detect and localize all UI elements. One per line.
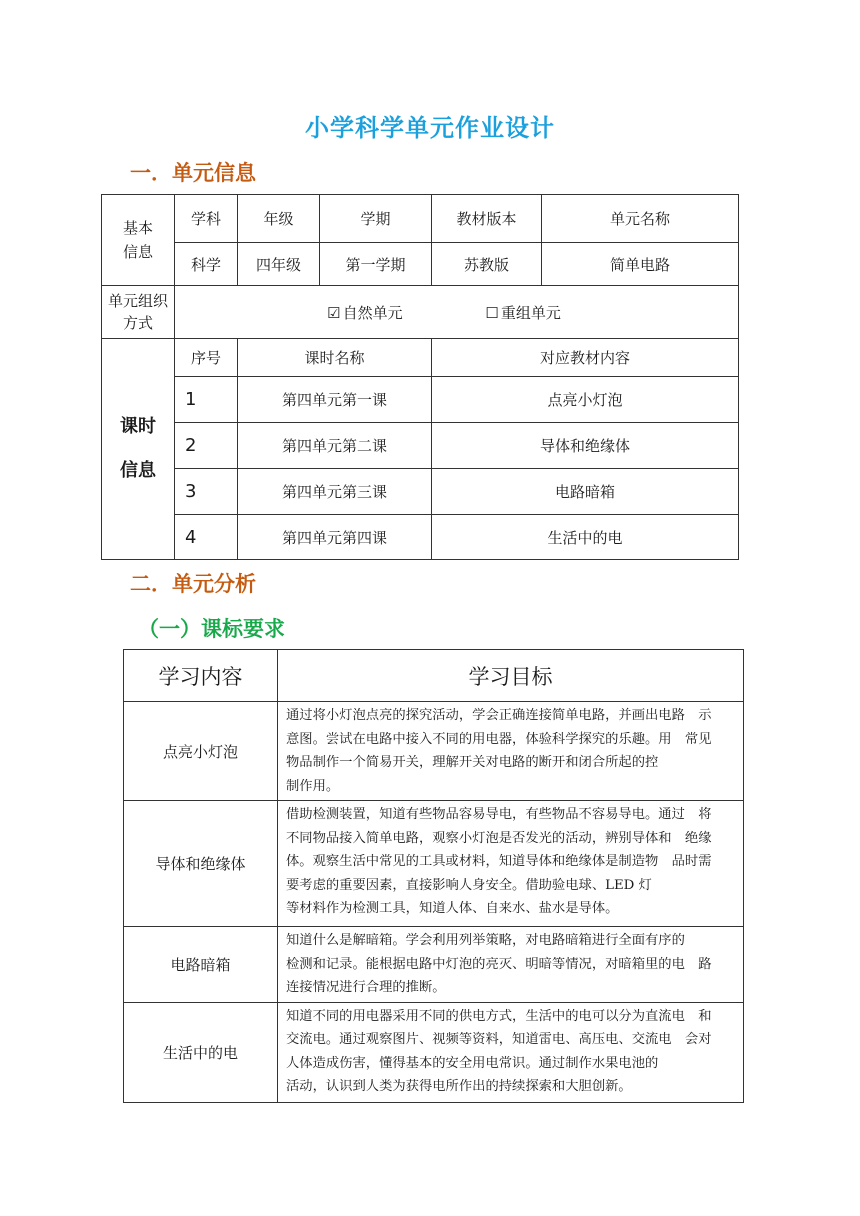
header-unit-name: 单元名称	[542, 195, 739, 243]
basic-info-label: 基本信息	[102, 195, 175, 286]
lesson-name: 第四单元第四课	[238, 515, 432, 560]
curriculum-standards-table	[123, 649, 744, 1103]
section-unit-info-heading: 一．单元信息	[130, 161, 256, 185]
value-subject: 科学	[175, 243, 238, 286]
value-semester: 第一学期	[320, 243, 432, 286]
row-goals: 知道什么是解暗箱。学会利用列举策略，对电路暗箱进行全面有序的 检测和记录。能根据电路中灯泡的亮灭、明暗等情况，对暗箱里的电 路 连接情况进行合理的推断。	[278, 927, 744, 1003]
header-learning-goals: 学习目标	[278, 650, 744, 702]
value-grade: 四年级	[238, 243, 320, 286]
row-goals: 借助检测装置，知道有些物品容易导电，有些物品不容易导电。通过 将 不同物品接入简单电路，观察小灯泡是否发光的活动，辨别导体和 绝缘 体。观察生活中常见的工具或材料，知道导体和绝缘体是制造物 品时需 要考虑的重要因素，直接影响人身安全。借助验电球、LED 灯 等材料作为检测工具，知道人体、自来水、盐水是导体。	[278, 801, 744, 927]
lesson-content: 电路暗箱	[432, 469, 739, 515]
org-label: 单元组织方式	[102, 286, 175, 339]
option-natural-unit[interactable]: ☑ 自然单元	[327, 303, 403, 322]
org-options	[175, 286, 739, 339]
value-unit-name: 简单电路	[542, 243, 739, 286]
lesson-no: 3	[175, 469, 238, 515]
lesson-content: 点亮小灯泡	[432, 377, 739, 423]
lesson-content: 导体和绝缘体	[432, 423, 739, 469]
row-content: 电路暗箱	[124, 927, 278, 1003]
row-goals: 通过将小灯泡点亮的探究活动，学会正确连接简单电路，并画出电路 示 意图。尝试在电路中接入不同的用电器，体验科学探究的乐趣。用 常见 物品制作一个简易开关，理解开关对电路的断开和闭合所起的控 制作用。	[278, 702, 744, 801]
checkbox-unchecked-icon[interactable]: ☐	[485, 303, 499, 322]
lesson-name: 第四单元第三课	[238, 469, 432, 515]
header-learning-content: 学习内容	[124, 650, 278, 702]
lesson-name: 第四单元第二课	[238, 423, 432, 469]
value-textbook: 苏教版	[432, 243, 542, 286]
unit-info-table	[101, 194, 739, 560]
header-textbook: 教材版本	[432, 195, 542, 243]
subsection-curriculum-standards-heading: （一）课标要求	[138, 617, 285, 641]
lesson-no: 2	[175, 423, 238, 469]
lesson-no: 4	[175, 515, 238, 560]
header-semester: 学期	[320, 195, 432, 243]
row-content: 导体和绝缘体	[124, 801, 278, 927]
header-grade: 年级	[238, 195, 320, 243]
row-content: 点亮小灯泡	[124, 702, 278, 801]
option-regroup-unit[interactable]: ☐ 重组单元	[485, 303, 561, 322]
header-subject: 学科	[175, 195, 238, 243]
lesson-header-name: 课时名称	[238, 339, 432, 377]
lesson-header-content: 对应教材内容	[432, 339, 739, 377]
lesson-name: 第四单元第一课	[238, 377, 432, 423]
lesson-no: 1	[175, 377, 238, 423]
section-unit-analysis-heading: 二．单元分析	[130, 572, 256, 596]
row-content: 生活中的电	[124, 1002, 278, 1102]
lesson-header-no: 序号	[175, 339, 238, 377]
row-goals: 知道不同的用电器采用不同的供电方式，生活中的电可以分为直流电 和 交流电。通过观察图片、视频等资料，知道雷电、高压电、交流电 会对 人体造成伤害，懂得基本的安全用电常识。通过制作水果电池的 活动，认识到人类为获得电所作出的持续探索和大胆创新。	[278, 1002, 744, 1102]
checkbox-checked-icon[interactable]: ☑	[327, 303, 341, 322]
document-title: 小学科学单元作业设计	[305, 114, 555, 142]
lesson-content: 生活中的电	[432, 515, 739, 560]
lesson-info-label: 课时信息	[102, 339, 175, 560]
